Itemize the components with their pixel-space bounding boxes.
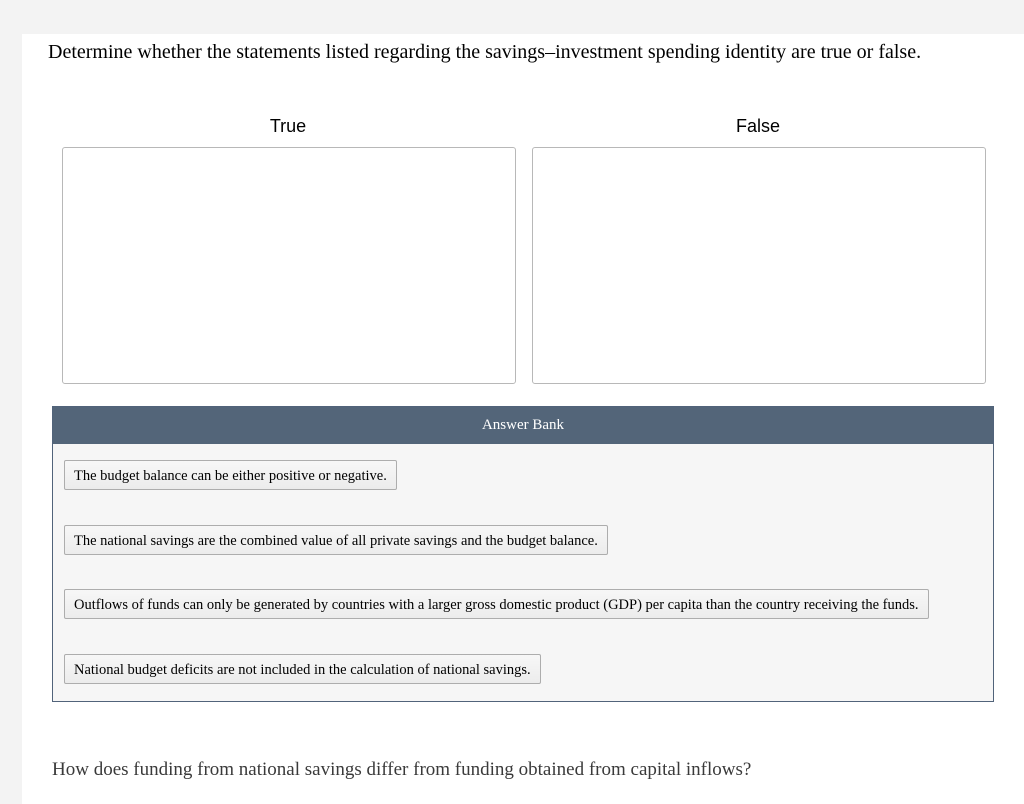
followup-question: How does funding from national savings differ from funding obtained from capital inflows? bbox=[52, 759, 752, 780]
true-drop-zone[interactable] bbox=[62, 147, 516, 384]
answer-chip[interactable]: The national savings are the combined value of all private savings and the budget balance. bbox=[64, 525, 608, 555]
answer-bank[interactable] bbox=[52, 406, 994, 702]
answer-chip[interactable]: National budget deficits are not included in the calculation of national savings. bbox=[64, 654, 541, 684]
answer-chip[interactable]: The budget balance can be either positive or negative. bbox=[64, 460, 397, 490]
true-column-heading: True bbox=[269, 116, 307, 136]
answer-bank-title: Answer Bank bbox=[53, 407, 993, 444]
false-drop-zone[interactable] bbox=[532, 147, 986, 384]
question-prompt: Determine whether the statements listed regarding the savings–investment spending identity are true or false. bbox=[48, 41, 922, 63]
answer-chip[interactable]: Outflows of funds can only be generated by countries with a larger gross domestic product (GDP) per capita than the country receiving the funds. bbox=[64, 589, 929, 619]
false-column-heading: False bbox=[735, 116, 780, 136]
question-panel bbox=[22, 34, 1024, 804]
